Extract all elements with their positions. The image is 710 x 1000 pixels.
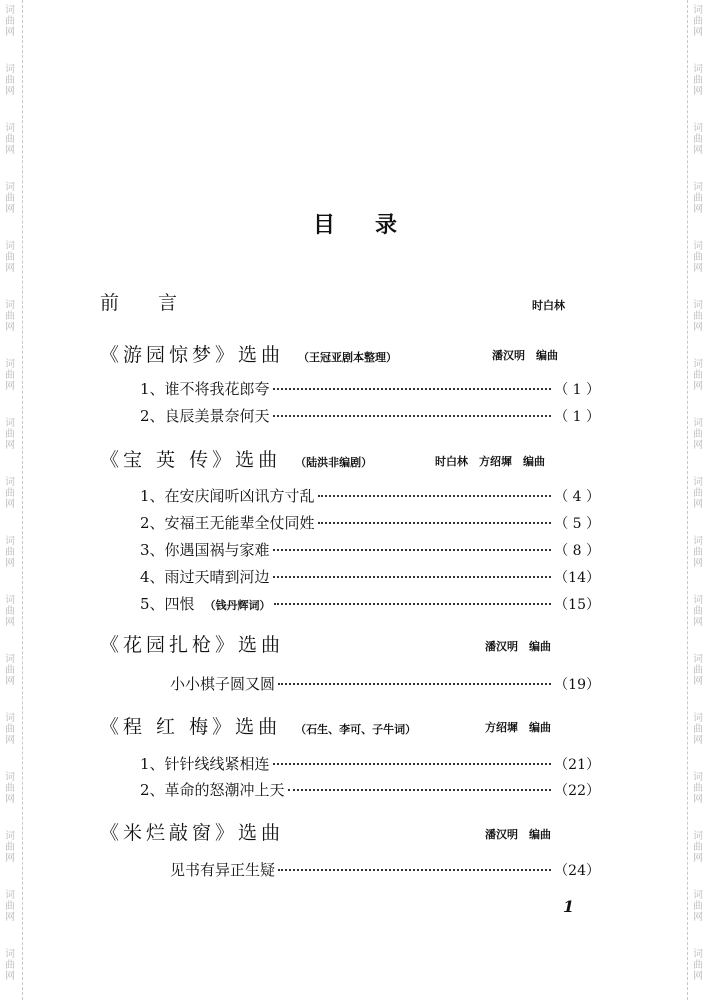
watermark-text: 词 曲 网 — [693, 5, 703, 38]
watermark-text: 词 曲 网 — [5, 418, 15, 451]
dot-leader — [274, 603, 552, 605]
dot-leader — [273, 549, 552, 551]
dot-leader — [318, 495, 552, 497]
entry-page: （ 1 ） — [554, 382, 600, 398]
entry-title: 2、安福王无能辈全仗同姓 — [140, 514, 315, 532]
watermark-text: 词 曲 网 — [693, 418, 703, 451]
entry-page: （ 1 ） — [554, 409, 600, 425]
watermark-text: 词 曲 网 — [693, 182, 703, 215]
toc-entry[interactable] — [170, 673, 600, 695]
watermark-text: 词 曲 网 — [5, 772, 15, 805]
watermark-text: 词 曲 网 — [5, 359, 15, 392]
entry-page: （ 8 ） — [554, 543, 600, 559]
dot-leader — [273, 415, 552, 417]
entry-page: （ 5 ） — [554, 516, 600, 532]
section-heading-chenghongmei — [100, 712, 416, 739]
watermark-text: 词 曲 网 — [5, 241, 15, 274]
entry-title: 1、在安庆闻听凶讯方寸乱 — [140, 487, 315, 505]
section-heading-youyuan — [100, 340, 397, 367]
section-note: （石生、李可、子牛词） — [295, 723, 417, 736]
section-heading-huayuan — [100, 630, 284, 657]
watermark-text: 词 曲 网 — [5, 595, 15, 628]
dot-leader — [273, 576, 552, 578]
watermark-text: 词 曲 网 — [5, 654, 15, 687]
section-heading-milan — [100, 818, 284, 845]
toc-entry[interactable] — [140, 566, 600, 588]
watermark-text: 词 曲 网 — [5, 182, 15, 215]
watermark-text: 词 曲 网 — [693, 595, 703, 628]
watermark-text: 词 曲 网 — [693, 772, 703, 805]
watermark-text: 词 曲 网 — [693, 123, 703, 156]
watermark-text: 词 曲 网 — [693, 64, 703, 97]
watermark-text: 词 曲 网 — [693, 654, 703, 687]
section-title: 《游园惊梦》选曲 — [100, 344, 285, 366]
dot-leader — [273, 388, 552, 390]
watermark-text: 词 曲 网 — [5, 5, 15, 38]
watermark-text: 词 曲 网 — [5, 949, 15, 982]
watermark-text: 词 曲 网 — [5, 123, 15, 156]
watermark-text: 词 曲 网 — [693, 713, 703, 746]
watermark-text: 词 曲 网 — [5, 713, 15, 746]
dot-leader — [278, 683, 551, 685]
toc-entry[interactable] — [140, 753, 600, 775]
watermark-text: 词 曲 网 — [693, 300, 703, 333]
entry-title: 1、谁不将我花郎夸 — [140, 380, 270, 398]
entry-subnote: （钱丹辉词） — [204, 599, 271, 612]
entry-page: （21） — [554, 757, 600, 773]
toc-entry[interactable] — [140, 512, 600, 534]
section-credit: 潘汉明 编曲 — [492, 349, 558, 362]
watermark-text: 词 曲 网 — [693, 831, 703, 864]
watermark-text: 词 曲 网 — [693, 890, 703, 923]
entry-title: 1、针针线线紧相连 — [140, 755, 270, 773]
section-title: 《程 红 梅》选曲 — [100, 716, 282, 738]
dot-leader — [318, 522, 552, 524]
page-number: 1 — [563, 897, 575, 916]
entry-title: 2、革命的怒潮冲上天 — [140, 781, 285, 799]
watermark-text: 词 曲 网 — [5, 477, 15, 510]
section-heading-preface — [100, 288, 187, 315]
watermark-text: 词 曲 网 — [5, 300, 15, 333]
section-credit: 时白林 方绍墀 编曲 — [435, 455, 545, 468]
entry-page: （15） — [554, 597, 600, 613]
section-note: （王冠亚剧本整理） — [298, 351, 398, 364]
toc-entry[interactable] — [170, 859, 600, 881]
watermark-text: 词 曲 网 — [693, 241, 703, 274]
entry-page: （ 4 ） — [554, 489, 600, 505]
watermark-text: 词 曲 网 — [5, 536, 15, 569]
toc-entry[interactable] — [140, 405, 600, 427]
entry-title: 4、雨过天晴到河边 — [140, 568, 270, 586]
watermark-text: 词 曲 网 — [5, 890, 15, 923]
entry-page: （19） — [554, 677, 600, 693]
section-note: （陆洪非编剧） — [295, 456, 373, 469]
toc-entry[interactable] — [140, 779, 600, 801]
entry-title — [140, 593, 271, 614]
dot-leader — [288, 789, 552, 791]
toc-entry[interactable] — [140, 378, 600, 400]
watermark-text: 词 曲 网 — [693, 536, 703, 569]
section-title: 《花园扎枪》选曲 — [100, 634, 285, 656]
watermark-text: 词 曲 网 — [693, 359, 703, 392]
watermark-text: 词 曲 网 — [5, 831, 15, 864]
entry-title: 3、你遇国祸与家难 — [140, 541, 270, 559]
toc-entry[interactable] — [140, 485, 600, 507]
section-credit: 方绍墀 编曲 — [485, 721, 551, 734]
section-credit: 潘汉明 编曲 — [485, 828, 551, 841]
left-watermark-strip — [0, 0, 23, 1000]
entry-title-text: 5、四恨 — [140, 595, 195, 613]
entry-page: （24） — [554, 863, 600, 879]
page-title: 目录 — [312, 213, 437, 238]
right-watermark-strip — [687, 0, 710, 1000]
section-title: 《宝 英 传》选曲 — [100, 449, 282, 471]
section-credit: 时白林 — [532, 299, 565, 312]
section-title: 《米烂敲窗》选曲 — [100, 822, 285, 844]
watermark-text: 词 曲 网 — [5, 64, 15, 97]
dot-leader — [278, 869, 551, 871]
entry-page: （14） — [554, 570, 600, 586]
section-heading-baoying — [100, 445, 372, 472]
entry-title: 2、良辰美景奈何天 — [140, 407, 270, 425]
section-title: 前 言 — [100, 292, 188, 314]
watermark-text: 词 曲 网 — [693, 477, 703, 510]
toc-entry[interactable] — [140, 539, 600, 561]
watermark-text: 词 曲 网 — [693, 949, 703, 982]
entry-page: （22） — [554, 783, 600, 799]
entry-title: 见书有异正生疑 — [170, 861, 276, 879]
toc-entry[interactable] — [140, 593, 600, 615]
section-credit: 潘汉明 编曲 — [485, 640, 551, 653]
dot-leader — [273, 763, 552, 765]
entry-title: 小小棋子圆又圆 — [170, 675, 276, 693]
